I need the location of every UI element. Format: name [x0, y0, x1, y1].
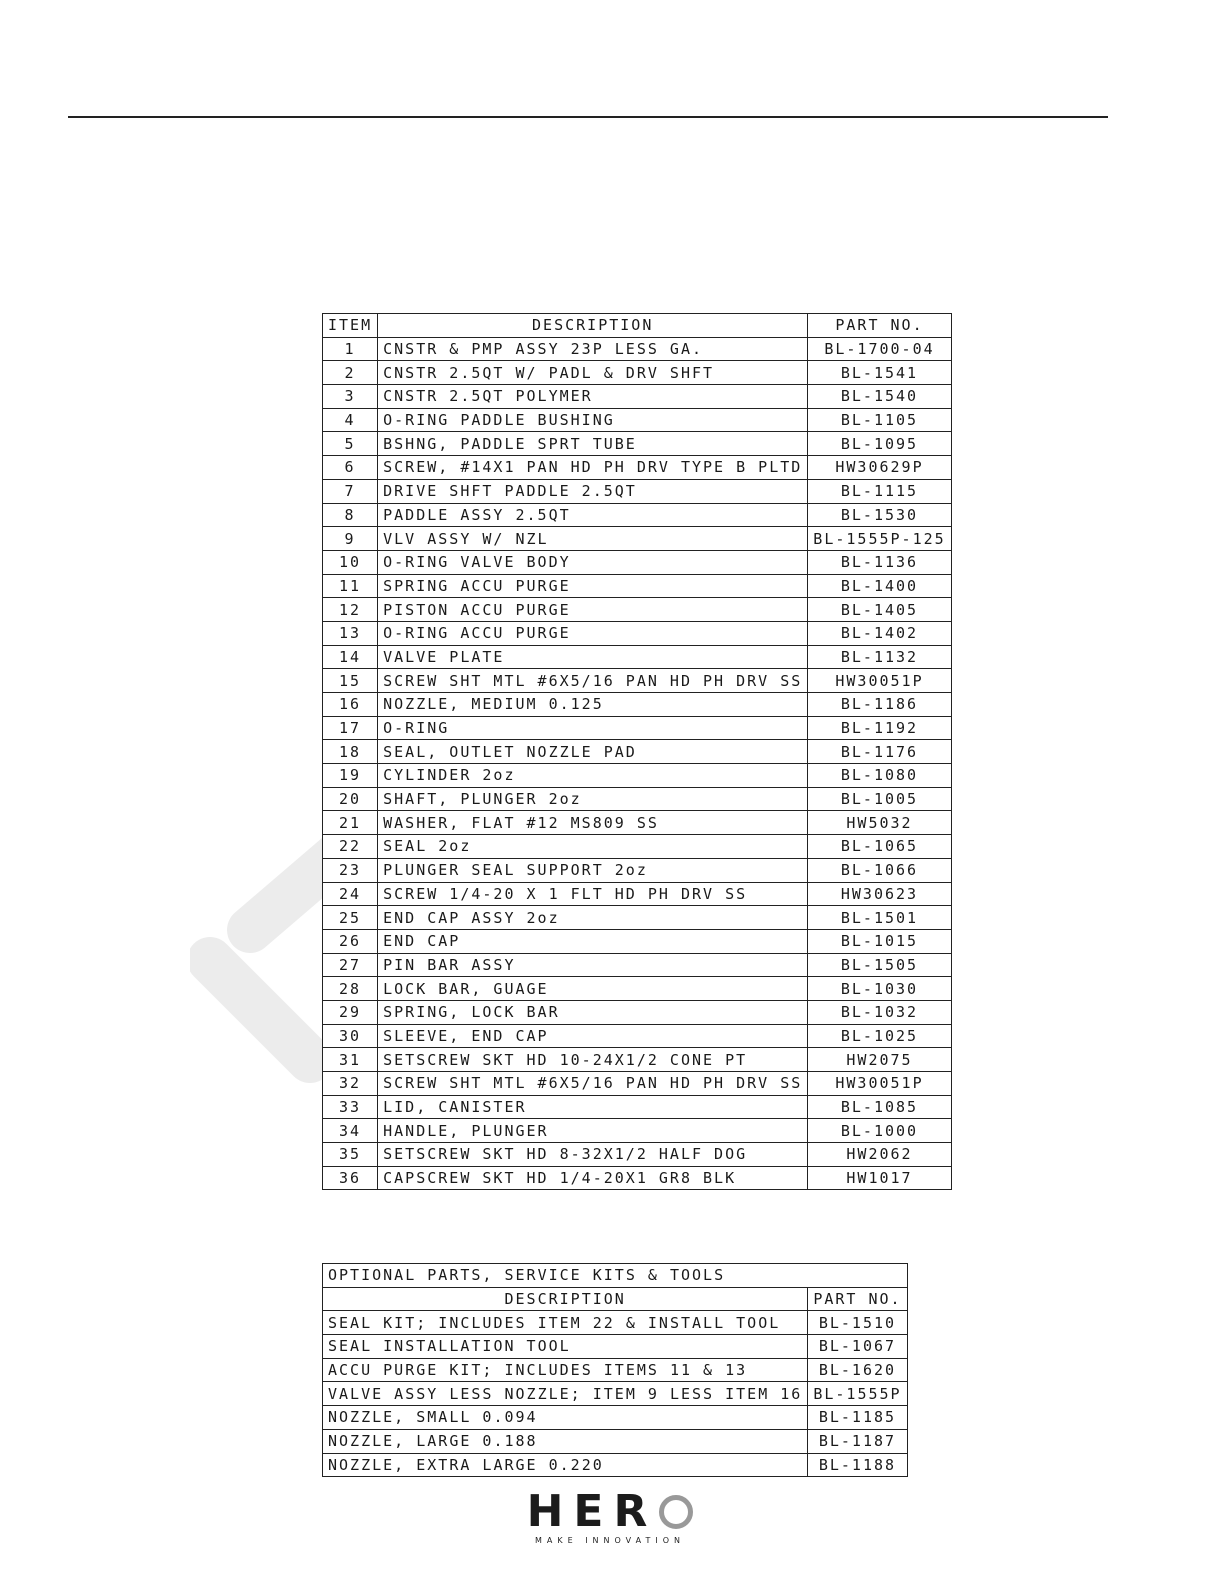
optional-part-number: BL-1067 — [808, 1335, 907, 1359]
item-number: 22 — [323, 835, 378, 859]
item-part-number: BL-1555P-125 — [808, 527, 951, 551]
item-number: 20 — [323, 787, 378, 811]
item-part-number: BL-1501 — [808, 906, 951, 930]
item-description: SCREW SHT MTL #6X5/16 PAN HD PH DRV SS — [378, 669, 808, 693]
item-part-number: BL-1066 — [808, 858, 951, 882]
item-description: PADDLE ASSY 2.5QT — [378, 503, 808, 527]
item-part-number: HW5032 — [808, 811, 951, 835]
item-number: 2 — [323, 361, 378, 385]
item-part-number: BL-1405 — [808, 598, 951, 622]
table-row — [323, 408, 952, 432]
table-row — [323, 337, 952, 361]
table-row — [323, 835, 952, 859]
item-number: 1 — [323, 337, 378, 361]
table-row — [323, 1453, 908, 1477]
item-part-number: HW30623 — [808, 882, 951, 906]
table-row — [323, 1429, 908, 1453]
table-row — [323, 882, 952, 906]
table-row — [323, 1143, 952, 1167]
hero-logo — [520, 1486, 700, 1545]
table-row — [323, 693, 952, 717]
table-row — [323, 1358, 908, 1382]
optional-parts-header — [323, 1287, 908, 1311]
item-description: CNSTR & PMP ASSY 23P LESS GA. — [378, 337, 808, 361]
table-row — [323, 1024, 952, 1048]
item-description: VLV ASSY W/ NZL — [378, 527, 808, 551]
item-description: LOCK BAR, GUAGE — [378, 977, 808, 1001]
table-row — [323, 456, 952, 480]
optional-description: NOZZLE, LARGE 0.188 — [323, 1429, 808, 1453]
table-row — [323, 1166, 952, 1190]
optional-part-number: BL-1510 — [808, 1311, 907, 1335]
optional-description: VALVE ASSY LESS NOZZLE; ITEM 9 LESS ITEM 16 — [323, 1382, 808, 1406]
item-part-number: BL-1115 — [808, 479, 951, 503]
item-description: END CAP — [378, 929, 808, 953]
item-description: O-RING — [378, 716, 808, 740]
top-rule — [68, 116, 1108, 118]
item-number: 25 — [323, 906, 378, 930]
item-number: 14 — [323, 645, 378, 669]
item-description: SLEEVE, END CAP — [378, 1024, 808, 1048]
table-row — [323, 1382, 908, 1406]
item-part-number: BL-1080 — [808, 764, 951, 788]
item-number: 6 — [323, 456, 378, 480]
item-part-number: BL-1176 — [808, 740, 951, 764]
table-row — [323, 787, 952, 811]
item-number: 27 — [323, 953, 378, 977]
item-number: 34 — [323, 1119, 378, 1143]
item-number: 24 — [323, 882, 378, 906]
item-number: 18 — [323, 740, 378, 764]
item-number: 12 — [323, 598, 378, 622]
item-description: END CAP ASSY 2oz — [378, 906, 808, 930]
item-part-number: BL-1400 — [808, 574, 951, 598]
optional-description: ACCU PURGE KIT; INCLUDES ITEMS 11 & 13 — [323, 1358, 808, 1382]
table-row — [323, 906, 952, 930]
table-row — [323, 1095, 952, 1119]
item-part-number: BL-1530 — [808, 503, 951, 527]
item-number: 16 — [323, 693, 378, 717]
parts-table-header — [323, 314, 952, 338]
item-number: 15 — [323, 669, 378, 693]
optional-part-number: BL-1187 — [808, 1429, 907, 1453]
table-row — [323, 432, 952, 456]
item-part-number: BL-1085 — [808, 1095, 951, 1119]
item-part-number: BL-1005 — [808, 787, 951, 811]
item-description: O-RING PADDLE BUSHING — [378, 408, 808, 432]
item-description: HANDLE, PLUNGER — [378, 1119, 808, 1143]
table-row — [323, 550, 952, 574]
table-row — [323, 740, 952, 764]
table-row — [323, 574, 952, 598]
item-part-number: HW1017 — [808, 1166, 951, 1190]
table-row — [323, 645, 952, 669]
item-description: CNSTR 2.5QT POLYMER — [378, 385, 808, 409]
item-number: 36 — [323, 1166, 378, 1190]
item-part-number: BL-1186 — [808, 693, 951, 717]
item-description: SPRING, LOCK BAR — [378, 1000, 808, 1024]
item-description: PISTON ACCU PURGE — [378, 598, 808, 622]
item-description: DRIVE SHFT PADDLE 2.5QT — [378, 479, 808, 503]
part-no-column-header: PART NO. — [808, 314, 951, 338]
item-description: SCREW SHT MTL #6X5/16 PAN HD PH DRV SS — [378, 1072, 808, 1096]
optional-description: NOZZLE, SMALL 0.094 — [323, 1406, 808, 1430]
table-row — [323, 977, 952, 1001]
parts-table — [322, 313, 952, 1190]
item-description: NOZZLE, MEDIUM 0.125 — [378, 693, 808, 717]
item-description: PLUNGER SEAL SUPPORT 2oz — [378, 858, 808, 882]
table-row — [323, 764, 952, 788]
item-description: SPRING ACCU PURGE — [378, 574, 808, 598]
item-part-number: BL-1000 — [808, 1119, 951, 1143]
item-number: 33 — [323, 1095, 378, 1119]
table-row — [323, 811, 952, 835]
item-number: 30 — [323, 1024, 378, 1048]
item-number: 3 — [323, 385, 378, 409]
optional-part-no-column-header: PART NO. — [808, 1287, 907, 1311]
item-description: SETSCREW SKT HD 10-24X1/2 CONE PT — [378, 1048, 808, 1072]
table-row — [323, 1000, 952, 1024]
item-description: SEAL, OUTLET NOZZLE PAD — [378, 740, 808, 764]
table-row — [323, 1335, 908, 1359]
logo-o-ring-icon — [659, 1495, 693, 1529]
logo-tagline: MAKE INNOVATION — [534, 1536, 686, 1545]
optional-parts-title: OPTIONAL PARTS, SERVICE KITS & TOOLS — [323, 1264, 908, 1288]
item-part-number: BL-1541 — [808, 361, 951, 385]
item-description: SHAFT, PLUNGER 2oz — [378, 787, 808, 811]
table-row — [323, 1119, 952, 1143]
table-row — [323, 385, 952, 409]
item-description: SETSCREW SKT HD 8-32X1/2 HALF DOG — [378, 1143, 808, 1167]
table-row — [323, 479, 952, 503]
item-number: 17 — [323, 716, 378, 740]
item-number: 26 — [323, 929, 378, 953]
table-row — [323, 527, 952, 551]
table-row — [323, 361, 952, 385]
item-part-number: BL-1132 — [808, 645, 951, 669]
item-part-number: BL-1030 — [808, 977, 951, 1001]
item-description: SCREW 1/4-20 X 1 FLT HD PH DRV SS — [378, 882, 808, 906]
item-description: CAPSCREW SKT HD 1/4-20X1 GR8 BLK — [378, 1166, 808, 1190]
optional-parts-title-row — [323, 1264, 908, 1288]
item-part-number: BL-1700-04 — [808, 337, 951, 361]
item-part-number: BL-1505 — [808, 953, 951, 977]
table-row — [323, 621, 952, 645]
item-part-number: BL-1015 — [808, 929, 951, 953]
item-part-number: BL-1095 — [808, 432, 951, 456]
optional-part-number: BL-1620 — [808, 1358, 907, 1382]
item-part-number: BL-1136 — [808, 550, 951, 574]
item-number: 19 — [323, 764, 378, 788]
item-part-number: HW30051P — [808, 669, 951, 693]
description-column-header: DESCRIPTION — [378, 314, 808, 338]
item-description: O-RING VALVE BODY — [378, 550, 808, 574]
table-row — [323, 669, 952, 693]
item-part-number: HW30629P — [808, 456, 951, 480]
table-row — [323, 953, 952, 977]
item-part-number: HW2075 — [808, 1048, 951, 1072]
table-row — [323, 1311, 908, 1335]
table-row — [323, 503, 952, 527]
item-number: 21 — [323, 811, 378, 835]
item-part-number: BL-1105 — [808, 408, 951, 432]
item-number: 7 — [323, 479, 378, 503]
item-description: CNSTR 2.5QT W/ PADL & DRV SHFT — [378, 361, 808, 385]
table-row — [323, 598, 952, 622]
table-row — [323, 929, 952, 953]
item-part-number: BL-1540 — [808, 385, 951, 409]
item-description: SEAL 2oz — [378, 835, 808, 859]
logo-wordmark: HER — [526, 1486, 658, 1537]
table-row — [323, 858, 952, 882]
item-number: 13 — [323, 621, 378, 645]
item-description: O-RING ACCU PURGE — [378, 621, 808, 645]
item-description: WASHER, FLAT #12 MS809 SS — [378, 811, 808, 835]
item-part-number: BL-1032 — [808, 1000, 951, 1024]
item-description: VALVE PLATE — [378, 645, 808, 669]
optional-part-number: BL-1188 — [808, 1453, 907, 1477]
item-number: 28 — [323, 977, 378, 1001]
item-part-number: HW2062 — [808, 1143, 951, 1167]
item-description: CYLINDER 2oz — [378, 764, 808, 788]
item-number: 9 — [323, 527, 378, 551]
table-row — [323, 716, 952, 740]
item-number: 31 — [323, 1048, 378, 1072]
optional-description: NOZZLE, EXTRA LARGE 0.220 — [323, 1453, 808, 1477]
item-number: 10 — [323, 550, 378, 574]
item-number: 11 — [323, 574, 378, 598]
item-number: 35 — [323, 1143, 378, 1167]
item-number: 29 — [323, 1000, 378, 1024]
item-description: SCREW, #14X1 PAN HD PH DRV TYPE B PLTD — [378, 456, 808, 480]
optional-description: SEAL KIT; INCLUDES ITEM 22 & INSTALL TOOL — [323, 1311, 808, 1335]
item-part-number: BL-1402 — [808, 621, 951, 645]
item-number: 4 — [323, 408, 378, 432]
optional-description-column-header: DESCRIPTION — [323, 1287, 808, 1311]
item-number: 8 — [323, 503, 378, 527]
item-column-header: ITEM — [323, 314, 378, 338]
item-part-number: HW30051P — [808, 1072, 951, 1096]
item-description: BSHNG, PADDLE SPRT TUBE — [378, 432, 808, 456]
table-row — [323, 1048, 952, 1072]
optional-part-number: BL-1185 — [808, 1406, 907, 1430]
item-description: LID, CANISTER — [378, 1095, 808, 1119]
item-number: 23 — [323, 858, 378, 882]
item-part-number: BL-1065 — [808, 835, 951, 859]
table-row — [323, 1406, 908, 1430]
optional-parts-table — [322, 1263, 908, 1477]
optional-description: SEAL INSTALLATION TOOL — [323, 1335, 808, 1359]
item-number: 5 — [323, 432, 378, 456]
item-part-number: BL-1192 — [808, 716, 951, 740]
optional-part-number: BL-1555P — [808, 1382, 907, 1406]
table-row — [323, 1072, 952, 1096]
item-part-number: BL-1025 — [808, 1024, 951, 1048]
item-description: PIN BAR ASSY — [378, 953, 808, 977]
item-number: 32 — [323, 1072, 378, 1096]
